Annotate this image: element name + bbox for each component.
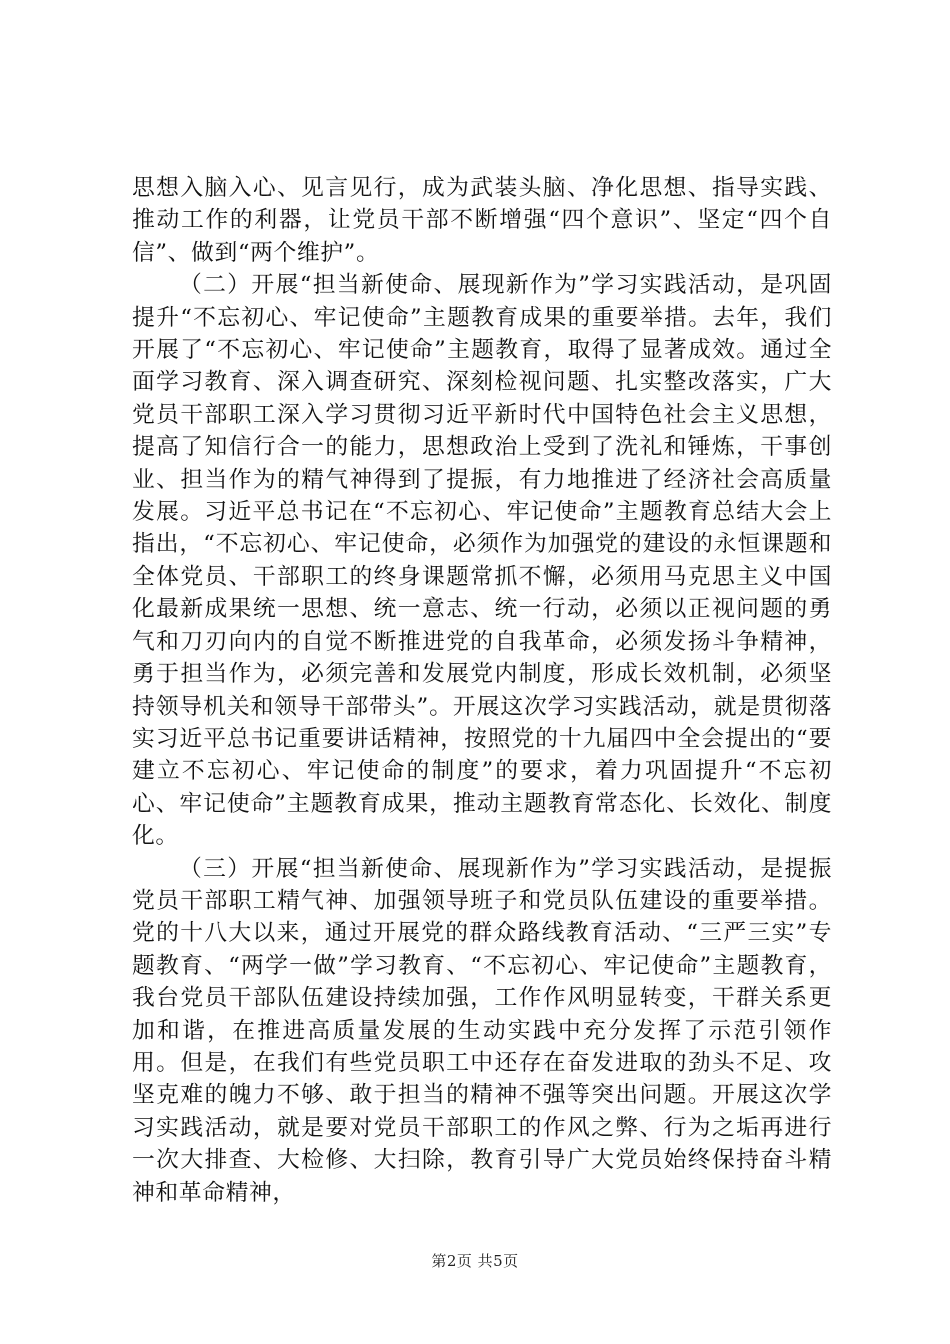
document-body: [132, 172, 832, 1209]
paragraph-section-three: （三）开展“担当新使命、展现新作为”学习实践活动，是提振党员干部职工精气神、加强领导班子和党员队伍建设的重要举措。党的十八大以来，通过开展党的群众路线教育活动、“三严三实”专题教育、“两学一做”学习教育、“不忘初心、牢记使命”主题教育，我台党员干部队伍建设持续加强，工作作风明显转变，干群关系更加和谐，在推进高质量发展的生动实践中充分发挥了示范引领作用。但是，在我们有些党员职工中还存在奋发进取的劲头不足、攻坚克难的魄力不够、敢于担当的精神不强等突出问题。开展这次学习实践活动，就是要对党员干部职工的作风之弊、行为之垢再进行一次大排查、大检修、大扫除，教育引导广大党员始终保持奋斗精神和革命精神，: [132, 855, 832, 1206]
paragraph-section-two: （二）开展“担当新使命、展现新作为”学习实践活动，是巩固提升“不忘初心、牢记使命”主题教育成果的重要举措。去年，我们开展了“不忘初心、牢记使命”主题教育，取得了显著成效。通过全面学习教育、深入调查研究、深刻检视问题、扎实整改落实，广大党员干部职工深入学习贯彻习近平新时代中国特色社会主义思想，提高了知信行合一的能力，思想政治上受到了洗礼和锤炼，干事创业、担当作为的精气神得到了提振，有力地推进了经济社会高质量发展。习近平总书记在“不忘初心、牢记使命”主题教育总结大会上指出，“不忘初心、牢记使命，必须作为加强党的建设的永恒课题和全体党员、干部职工的终身课题常抓不懈，必须用马克思主义中国化最新成果统一思想、统一意志、统一行动，必须以正视问题的勇气和刀刃向内的自觉不断推进党的自我革命，必须发扬斗争精神，勇于担当作为，必须完善和发展党内制度，形成长效机制，必须坚持领导机关和领导干部带头”。开展这次学习实践活动，就是贯彻落实习近平总书记重要讲话精神，按照党的十九届四中全会提出的“要建立不忘初心、牢记使命的制度”的要求，着力巩固提升“不忘初心、牢记使命”主题教育成果，推动主题教育常态化、长效化、制度化。: [132, 272, 832, 850]
paragraph-continuation: 思想入脑入心、见言见行，成为武装头脑、净化思想、指导实践、推动工作的利器，让党员干部不断增强“四个意识”、坚定“四个自信”、做到“两个维护”。: [132, 175, 832, 266]
page-number-footer: 第2页 共5页: [431, 1252, 519, 1270]
